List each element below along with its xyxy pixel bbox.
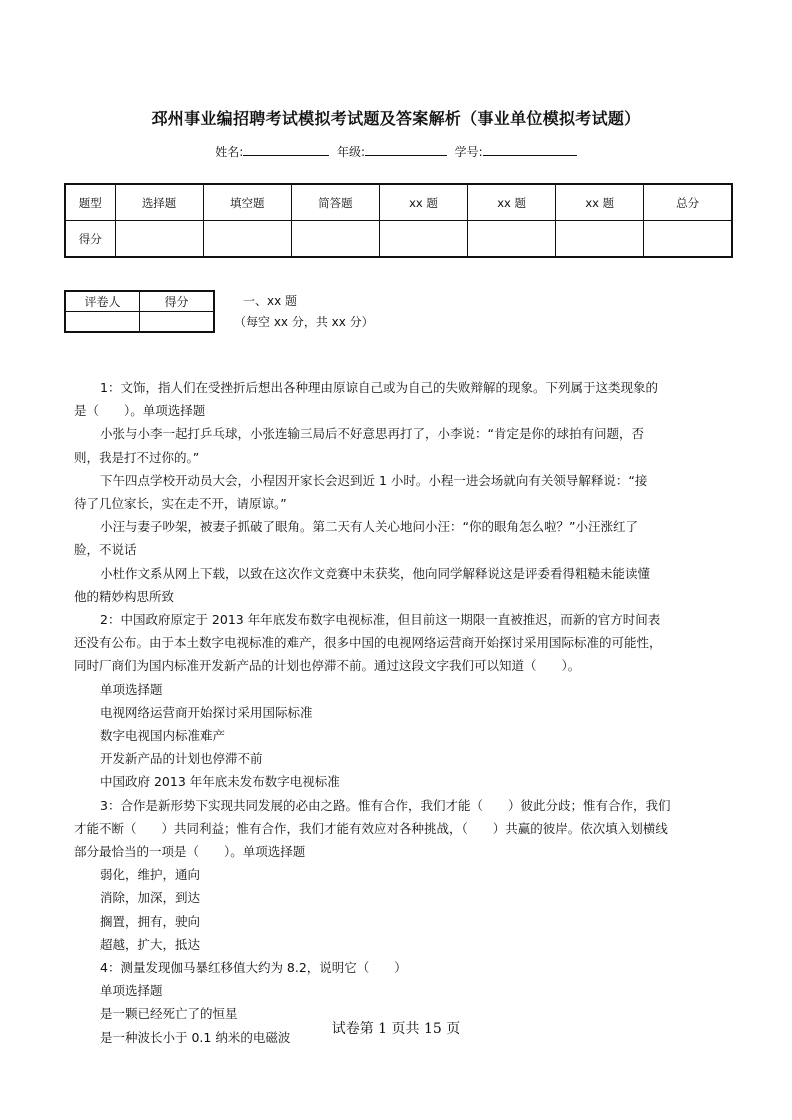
id-label: 学号: <box>454 145 483 159</box>
score-header-cell: 题型 <box>65 184 115 221</box>
text-line: 中国政府 2013 年年底未发布数字电视标准 <box>100 774 340 790</box>
text-line: 才能不断（ ）共同利益；惟有合作，我们才能有效应对各种挑战，（ ）共赢的彼岸。依次填入划横线 <box>74 820 668 836</box>
text-line: 单项选择题 <box>100 681 163 697</box>
page-title: 邳州事业编招聘考试模拟考试题及答案解析（事业单位模拟考试题） <box>151 109 641 128</box>
text-line: 2：中国政府原定于 2013 年年底发布数字电视标准，但目前这一期限一直被推迟，而新的官方时间表 <box>100 612 661 628</box>
score-cell <box>291 221 379 258</box>
score-header-cell: 简答题 <box>291 184 379 221</box>
score-cell <box>203 221 291 258</box>
text-line: 1：文饰，指人们在受挫折后想出各种理由原谅自己或为自己的失败辩解的现象。下列属于这类现象的 <box>100 380 658 395</box>
score-cell <box>644 221 732 258</box>
text-line: 部分最恰当的一项是（ ）。单项选择题 <box>74 844 306 860</box>
text-line: 超越，扩大，抵达 <box>100 936 201 952</box>
text-line: 小张与小李一起打乒乓球，小张连输三局后不好意思再打了，小李说：“肯定是你的球拍有问题，否 <box>100 426 644 442</box>
page-footer: 试卷第 1 页共 15 页 <box>331 1021 461 1037</box>
name-blank <box>243 143 329 156</box>
grader-score-cell <box>140 312 215 333</box>
text-line: 消除，加深，到达 <box>100 890 201 906</box>
score-header-cell: 选择题 <box>115 184 203 221</box>
score-header-cell: 总分 <box>644 184 732 221</box>
score-header-cell: xx 题 <box>468 184 556 221</box>
score-cell <box>468 221 556 258</box>
text-line: 脸，不说话 <box>74 542 137 558</box>
grader-score-header: 得分 <box>140 291 215 312</box>
text-line: 3：合作是新形势下实现共同发展的必由之路。惟有合作，我们才能（ ）彼此分歧；惟有合作，我们 <box>100 797 671 813</box>
grade-blank <box>365 143 447 156</box>
text-line: 4：测量发现伽马暴红移值大约为 8.2，说明它（ ） <box>100 960 407 976</box>
text-line: 是一种波长小于 0.1 纳米的电磁波 <box>100 1029 291 1045</box>
text-line: 待了几位家长，实在走不开，请原谅。” <box>74 496 287 512</box>
text-line: 下午四点学校开动员大会，小程因开家长会迟到近 1 小时。小程一进会场就向有关领导解释说：“接 <box>100 472 648 488</box>
score-header-cell: 填空题 <box>203 184 291 221</box>
score-cell <box>556 221 644 258</box>
text-line: 是（ ）。单项选择题 <box>74 403 206 419</box>
score-table-score-row <box>65 221 732 258</box>
text-line: 电视网络运营商开始探讨采用国际标准 <box>100 704 313 720</box>
text-line: 同时厂商们为国内标准开发新产品的计划也停滞不前。通过这段文字我们可以知道（ ）。 <box>74 658 581 674</box>
grader-header: 评卷人 <box>65 291 140 312</box>
text-line: 数字电视国内标准难产 <box>100 728 226 744</box>
question-body <box>74 376 724 1049</box>
id-blank <box>483 143 577 156</box>
text-line: 搁置，拥有，驶向 <box>100 913 201 929</box>
student-info <box>0 143 792 160</box>
section-note: （每空 xx 分，共 xx 分） <box>234 315 374 329</box>
score-header-cell: xx 题 <box>379 184 467 221</box>
score-table <box>64 183 733 258</box>
text-line: 小杜作文系从网上下载，以致在这次作文竞赛中未获奖，他向同学解释说这是评委看得粗糙未能读懂 <box>100 565 651 581</box>
score-cell <box>115 221 203 258</box>
score-cell <box>379 221 467 258</box>
grader-table <box>64 290 215 333</box>
score-row-label: 得分 <box>65 221 115 258</box>
text-line: 单项选择题 <box>100 983 163 999</box>
score-table-header-row <box>65 184 732 221</box>
text-line: 小汪与妻子吵架，被妻子抓破了眼角。第二天有人关心地问小汪：“你的眼角怎么啦？”小汪涨红了 <box>100 519 638 535</box>
score-header-cell: xx 题 <box>556 184 644 221</box>
text-line: 弱化，维护，通向 <box>100 867 201 883</box>
text-line: 他的精妙构思所致 <box>74 588 175 604</box>
text-line: 则，我是打不过你的。” <box>74 449 200 465</box>
section-title: 一、xx 题 <box>243 294 298 308</box>
text-line: 开发新产品的计划也停滞不前 <box>100 751 263 767</box>
text-line: 还没有公布。由于本土数字电视标准的难产，很多中国的电视网络运营商开始探讨采用国际标准的可能性， <box>74 635 662 651</box>
grader-cell <box>65 312 140 333</box>
grade-label: 年级: <box>336 145 366 159</box>
name-label: 姓名: <box>215 145 244 159</box>
text-line: 是一颗已经死亡了的恒星 <box>100 1006 238 1022</box>
